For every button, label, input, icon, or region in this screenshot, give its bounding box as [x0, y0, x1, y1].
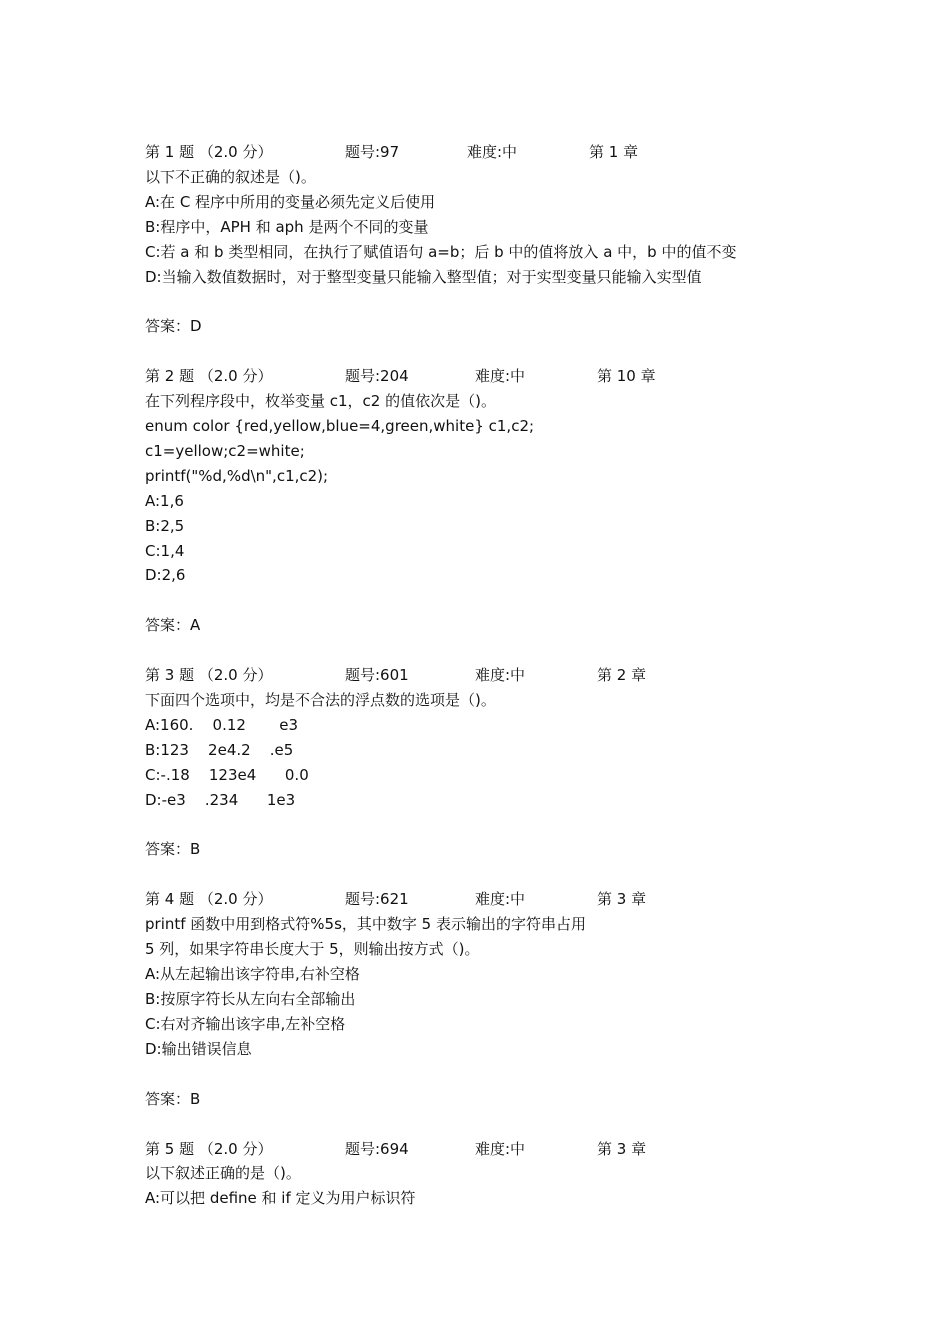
question-chapter: 第 2 章 [597, 666, 647, 685]
option-a: A:160. 0.12 e3 [145, 715, 299, 734]
option-b: B:2,5 [145, 516, 185, 535]
question-chapter: 第 3 章 [597, 1139, 647, 1158]
question-header [145, 140, 845, 165]
question-4 [145, 887, 845, 1111]
blank-line [145, 289, 845, 314]
question-1 [145, 140, 845, 339]
option-c: C:右对齐输出该字串,左补空格 [145, 1014, 346, 1033]
answer-text: 答案：B [145, 840, 201, 859]
document-page [145, 140, 845, 1211]
code-line: c1=yellow;c2=white; [145, 441, 305, 460]
option-a: A:从左起输出该字符串,右补空格 [145, 965, 360, 984]
question-header [145, 1137, 845, 1162]
question-difficulty: 难度:中 [475, 890, 526, 909]
question-difficulty: 难度:中 [475, 666, 526, 685]
question-header [145, 364, 845, 389]
question-chapter: 第 10 章 [597, 367, 656, 386]
option-b: B:按原字符长从左向右全部输出 [145, 989, 356, 1008]
question-chapter: 第 1 章 [589, 143, 639, 161]
question-id: 题号:621 [345, 890, 409, 909]
question-title: 第 5 题 （2.0 分） [145, 1139, 273, 1158]
question-title: 第 3 题 （2.0 分） [145, 666, 273, 685]
question-id: 题号:694 [345, 1139, 409, 1158]
question-stem: 以下叙述正确的是（)。 [145, 1164, 301, 1183]
question-difficulty: 难度:中 [467, 143, 518, 161]
question-5 [145, 1137, 845, 1212]
question-header [145, 887, 845, 912]
code-line: printf("%d,%d\n",c1,c2); [145, 466, 329, 485]
question-stem: 在下列程序段中，枚举变量 c1，c2 的值依次是（)。 [145, 392, 496, 411]
option-b: B:程序中，APH 和 aph 是两个不同的变量 [145, 217, 429, 236]
blank-line [145, 813, 845, 838]
question-header [145, 663, 845, 688]
question-stem: 下面四个选项中，均是不合法的浮点数的选项是（)。 [145, 691, 496, 710]
option-c: C:-.18 123e4 0.0 [145, 765, 309, 784]
question-3 [145, 663, 845, 862]
question-id: 题号:97 [345, 143, 400, 161]
answer-text: 答案：A [145, 616, 201, 635]
question-2 [145, 364, 845, 638]
option-d: D:输出错误信息 [145, 1039, 252, 1058]
question-difficulty: 难度:中 [475, 367, 526, 386]
option-a: A:可以把 define 和 if 定义为用户标识符 [145, 1189, 416, 1208]
option-c: C:若 a 和 b 类型相同，在执行了赋值语句 a=b；后 b 中的值将放入 a 中，b 中的值不变 [145, 242, 737, 261]
blank-line [145, 1062, 845, 1087]
answer-text: 答案：B [145, 1089, 201, 1108]
option-b: B:123 2e4.2 .e5 [145, 740, 294, 759]
question-difficulty: 难度:中 [475, 1139, 526, 1158]
question-stem-continued: 5 列，如果字符串长度大于 5，则输出按方式（)。 [145, 940, 480, 959]
answer-text: 答案：D [145, 317, 202, 336]
question-title: 第 2 题 （2.0 分） [145, 367, 273, 386]
option-a: A:在 C 程序中所用的变量必须先定义后使用 [145, 192, 436, 211]
question-id: 题号:601 [345, 666, 409, 685]
question-stem: 以下不正确的叙述是（)。 [145, 167, 316, 186]
question-id: 题号:204 [345, 367, 409, 386]
option-d: D:-e3 .234 1e3 [145, 790, 296, 809]
option-a: A:1,6 [145, 491, 184, 510]
option-d: D:当输入数值数据时，对于整型变量只能输入整型值；对于实型变量只能输入实型值 [145, 267, 702, 286]
question-stem: printf 函数中用到格式符%5s，其中数字 5 表示输出的字符串占用 [145, 915, 586, 934]
question-title: 第 1 题 （2.0 分） [145, 143, 273, 161]
code-line: enum color {red,yellow,blue=4,green,white} c1,c2; [145, 417, 535, 436]
option-d: D:2,6 [145, 566, 186, 585]
blank-line [145, 588, 845, 613]
option-c: C:1,4 [145, 541, 185, 560]
question-chapter: 第 3 章 [597, 890, 647, 909]
question-title: 第 4 题 （2.0 分） [145, 890, 273, 909]
